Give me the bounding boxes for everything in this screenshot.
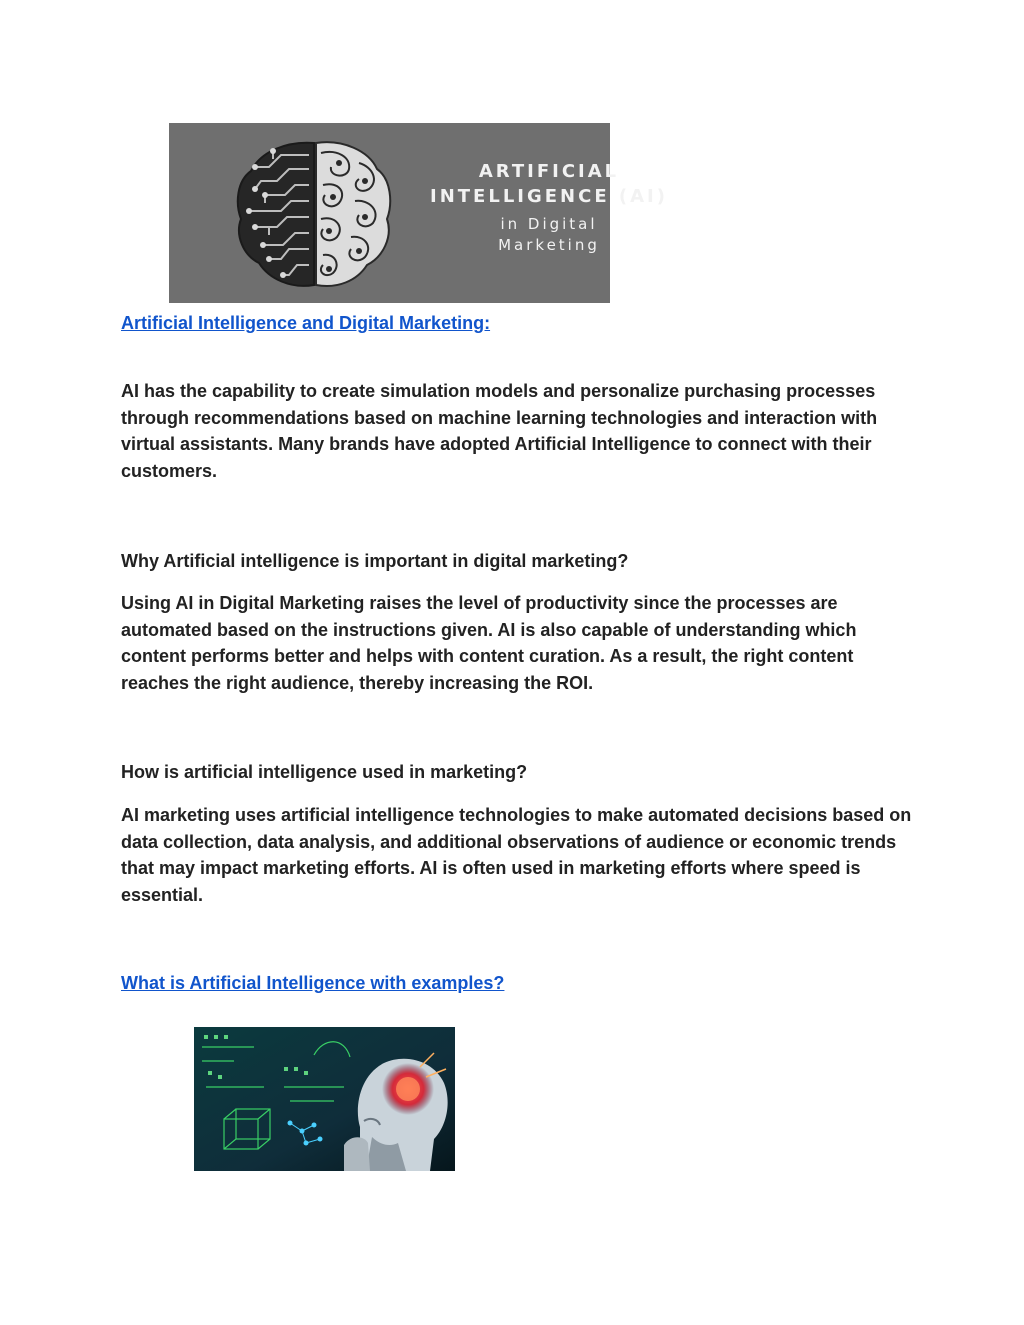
- robot-formula-illustration: [194, 1027, 455, 1171]
- banner-title-line-2: INTELLIGENCE (AI): [430, 186, 668, 207]
- ai-digital-marketing-banner-image: [169, 123, 668, 303]
- banner-subtitle-line-1: in Digital: [500, 215, 598, 233]
- banner-subtitle-line-2: Marketing: [498, 236, 600, 254]
- ai-and-digital-marketing-link[interactable]: Artificial Intelligence and Digital Marketing:: [121, 313, 491, 333]
- ai-capability-paragraph: AI has the capability to create simulation models and personalize purchasing processes through recommendations based on machine learning technologies and interaction with virtual assistants. Many brands have adopted Artificial Intelligence to connect with their customers.: [121, 381, 878, 481]
- banner-title-line-1: ARTIFICIAL: [478, 161, 620, 182]
- why-ai-important-heading: Why Artificial intelligence is important in digital marketing?: [121, 551, 629, 571]
- brain-illustration: [169, 123, 610, 303]
- how-ai-used-paragraph: AI marketing uses artificial intelligence technologies to make automated decisions based on data collection, data analysis, and additional observations of audience or economic trends that may impact marketing efforts. AI is often used in marketing efforts where speed is essential.: [121, 805, 912, 905]
- how-ai-used-heading: How is artificial intelligence used in marketing?: [121, 762, 528, 782]
- why-ai-important-paragraph: Using AI in Digital Marketing raises the level of productivity since the processes are automated based on the instructions given. AI is also capable of understanding which content performs better and helps with content curation. As a result, the right content reaches the right audience, thereby increasing the ROI.: [121, 593, 857, 693]
- ai-examples-link[interactable]: What is Artificial Intelligence with examples?: [121, 973, 505, 993]
- ai-robot-photo: [194, 1027, 455, 1171]
